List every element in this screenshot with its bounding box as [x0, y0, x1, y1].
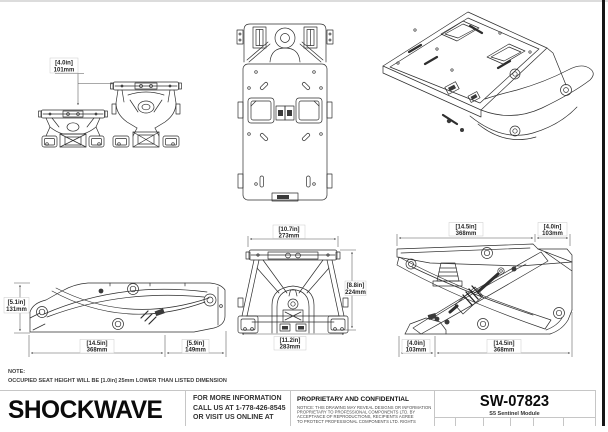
drawing-note	[8, 369, 227, 384]
proprietary-line-4: TO PROTECT PROFESSIONAL COMPONENTS LTD. RIGHTS	[297, 419, 416, 425]
dim-raised-bottom-offset-mm: 103mm	[405, 347, 427, 354]
dim-collapsed-offset-mm: 149mm	[185, 347, 206, 354]
dim-travel-mm: 101mm	[53, 67, 75, 74]
dim-top-width-mm: 273mm	[278, 233, 300, 240]
contact-info	[193, 394, 285, 423]
dimension-lines	[14, 74, 572, 358]
dim-raised-height-in: [8.8in]	[346, 283, 365, 289]
proprietary-notice	[297, 406, 437, 424]
dim-raised-bottom-length-in: [14.5in]	[493, 341, 515, 347]
title-block-divider	[290, 390, 291, 426]
front-view-collapsed	[39, 110, 108, 147]
proprietary-block	[297, 396, 433, 432]
dim-top-width-in: [10.7in]	[278, 227, 300, 233]
dim-collapsed-offset-in: [5.9in]	[186, 341, 205, 347]
title-block-mini-divider	[563, 417, 564, 426]
side-view-raised	[397, 244, 572, 334]
title-block-mini-divider	[510, 417, 511, 426]
title-block-right-border	[595, 390, 596, 426]
title-block-top-border	[0, 390, 596, 391]
dim-collapsed-height-mm: 131mm	[6, 307, 27, 313]
dim-raised-top-offset-mm: 103mm	[542, 231, 563, 237]
note-label: NOTE:	[8, 369, 26, 375]
proprietary-line-2: PROPRIETARY TO PROFESSIONAL COMPONENTS LTD. BY	[297, 410, 416, 415]
title-block-mini-divider	[533, 417, 534, 426]
dim-collapsed-length-mm: 368mm	[86, 347, 108, 354]
side-view-collapsed	[30, 283, 225, 332]
dim-collapsed-length-in: [14.5in]	[86, 341, 108, 347]
dimension-label-boxes	[4, 58, 567, 353]
dim-base-width-in: [11.2in]	[279, 338, 301, 344]
title-block-mini-divider	[483, 417, 484, 426]
contact-line-2: CALL US AT 1-778-426-8545	[193, 404, 286, 412]
dimension-labels	[6, 61, 563, 354]
proprietary-line-3: ACCEPTANCE OF REPRODUCTIONS, RECIPIENTS AGREE	[297, 415, 414, 420]
dim-raised-top-offset-in: [4.0in]	[543, 224, 562, 231]
shockwave-logo: SHOCKWAVE	[8, 396, 163, 424]
dim-raised-top-length-mm: 368mm	[455, 231, 477, 237]
dim-base-width-mm: 283mm	[279, 344, 301, 351]
contact-line-1: FOR MORE INFORMATION	[193, 395, 282, 402]
dim-collapsed-height-in: [5.1in]	[7, 300, 26, 306]
dim-raised-height-mm: 224mm	[345, 290, 366, 296]
proprietary-line-1: NOTICE: THIS DRAWING MAY REVEAL DESIGNS OR INFORMATION	[297, 406, 432, 411]
part-number: SW-07823	[479, 393, 550, 410]
title-block-sub-divider	[434, 417, 595, 418]
dim-raised-bottom-length-mm: 368mm	[493, 347, 515, 354]
title-block-divider	[185, 390, 186, 426]
title-block-mini-divider	[455, 417, 456, 426]
note-text: OCCUPIED SEAT HEIGHT WILL BE [1.0in] 25mm LOWER THAN LISTED DIMENSION	[8, 377, 227, 384]
proprietary-heading: PROPRIETARY AND CONFIDENTIAL	[297, 396, 409, 403]
sheet-right-border	[602, 0, 605, 426]
front-view-raised	[111, 82, 182, 147]
dim-raised-bottom-offset-in: [4.0in]	[407, 341, 425, 347]
dim-raised-top-length-in: [14.5in]	[455, 224, 477, 231]
isometric-view	[383, 12, 593, 140]
top-plan-view	[237, 24, 333, 201]
contact-line-3: OR VISIT US ONLINE AT	[193, 414, 274, 421]
dim-travel-in: [4.0in]	[55, 60, 73, 67]
part-name: S5 Sentinel Module	[489, 410, 540, 417]
front-view-raised-large	[238, 250, 348, 333]
